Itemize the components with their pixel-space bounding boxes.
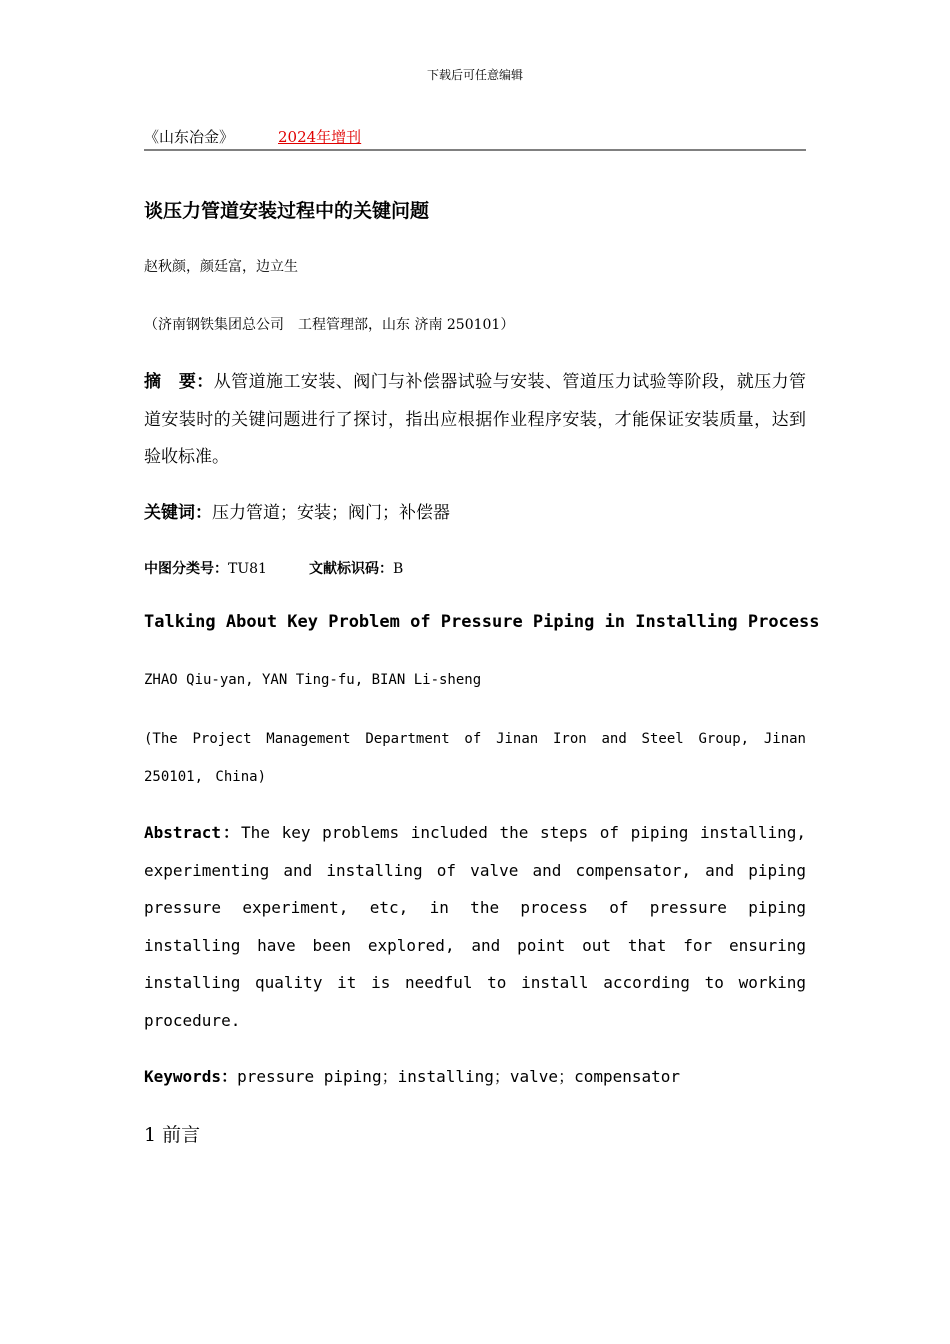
abstract-en-label: Abstract：: [144, 823, 242, 842]
abstract-cn: [144, 364, 806, 477]
section-heading-introduction: 1 前言: [144, 1124, 201, 1146]
article-title-cn: 谈压力管道安装过程中的关键问题: [144, 200, 430, 222]
keywords-en-text: pressure piping；installing；valve；compensator: [237, 1067, 681, 1086]
clc-value: TU81: [228, 561, 267, 577]
abstract-cn-text: 从管道施工安装、阀门与补偿器试验与安装、管道压力试验等阶段，就压力管道安装时的关键问题进行了探讨，指出应根据作业程序安装，才能保证安装质量，达到验收标准。: [144, 372, 807, 467]
issue-label: 2024年增刊: [278, 128, 362, 146]
affiliation-en: (The Project Management Department of Jinan Iron and Steel Group, Jinan 250101, China): [144, 731, 806, 785]
article-title-en: Talking About Key Problem of Pressure Piping in Installing Process: [144, 612, 820, 632]
authors-en: ZHAO Qiu-yan, YAN Ting-fu, BIAN Li-sheng: [144, 672, 482, 688]
keywords-en: [144, 1062, 806, 1092]
keywords-cn-label: 关键词：: [144, 503, 212, 523]
abstract-cn-label: 摘 要：: [144, 372, 214, 392]
keywords-cn-text: 压力管道；安装；阀门；补偿器: [212, 503, 450, 523]
doc-code-label: 文献标识码：: [308, 561, 393, 577]
doc-code-value: B: [392, 561, 404, 577]
clc-label: 中图分类号：: [144, 561, 228, 577]
journal-name: 《山东冶金》: [144, 128, 235, 146]
keywords-cn: [144, 496, 806, 530]
abstract-en: [144, 814, 806, 1039]
download-editable-note: 下载后可任意编辑: [426, 68, 523, 82]
authors-cn: 赵秋颜，颜廷富，边立生: [144, 259, 298, 275]
classification-line: [144, 556, 806, 582]
abstract-en-text: The key problems included the steps of piping installing, experimenting and installing of valve and compensator, and piping pressure experiment, etc, in the process of pressure piping installing have been explored, and point out that for ensuring installing quality it is needful to install according to working procedure.: [144, 823, 806, 1030]
journal-header: [144, 124, 806, 150]
affiliation-cn: （济南钢铁集团总公司 工程管理部，山东 济南 250101）: [144, 317, 515, 333]
header-divider: [144, 149, 806, 151]
keywords-en-label: Keywords：: [144, 1067, 238, 1086]
